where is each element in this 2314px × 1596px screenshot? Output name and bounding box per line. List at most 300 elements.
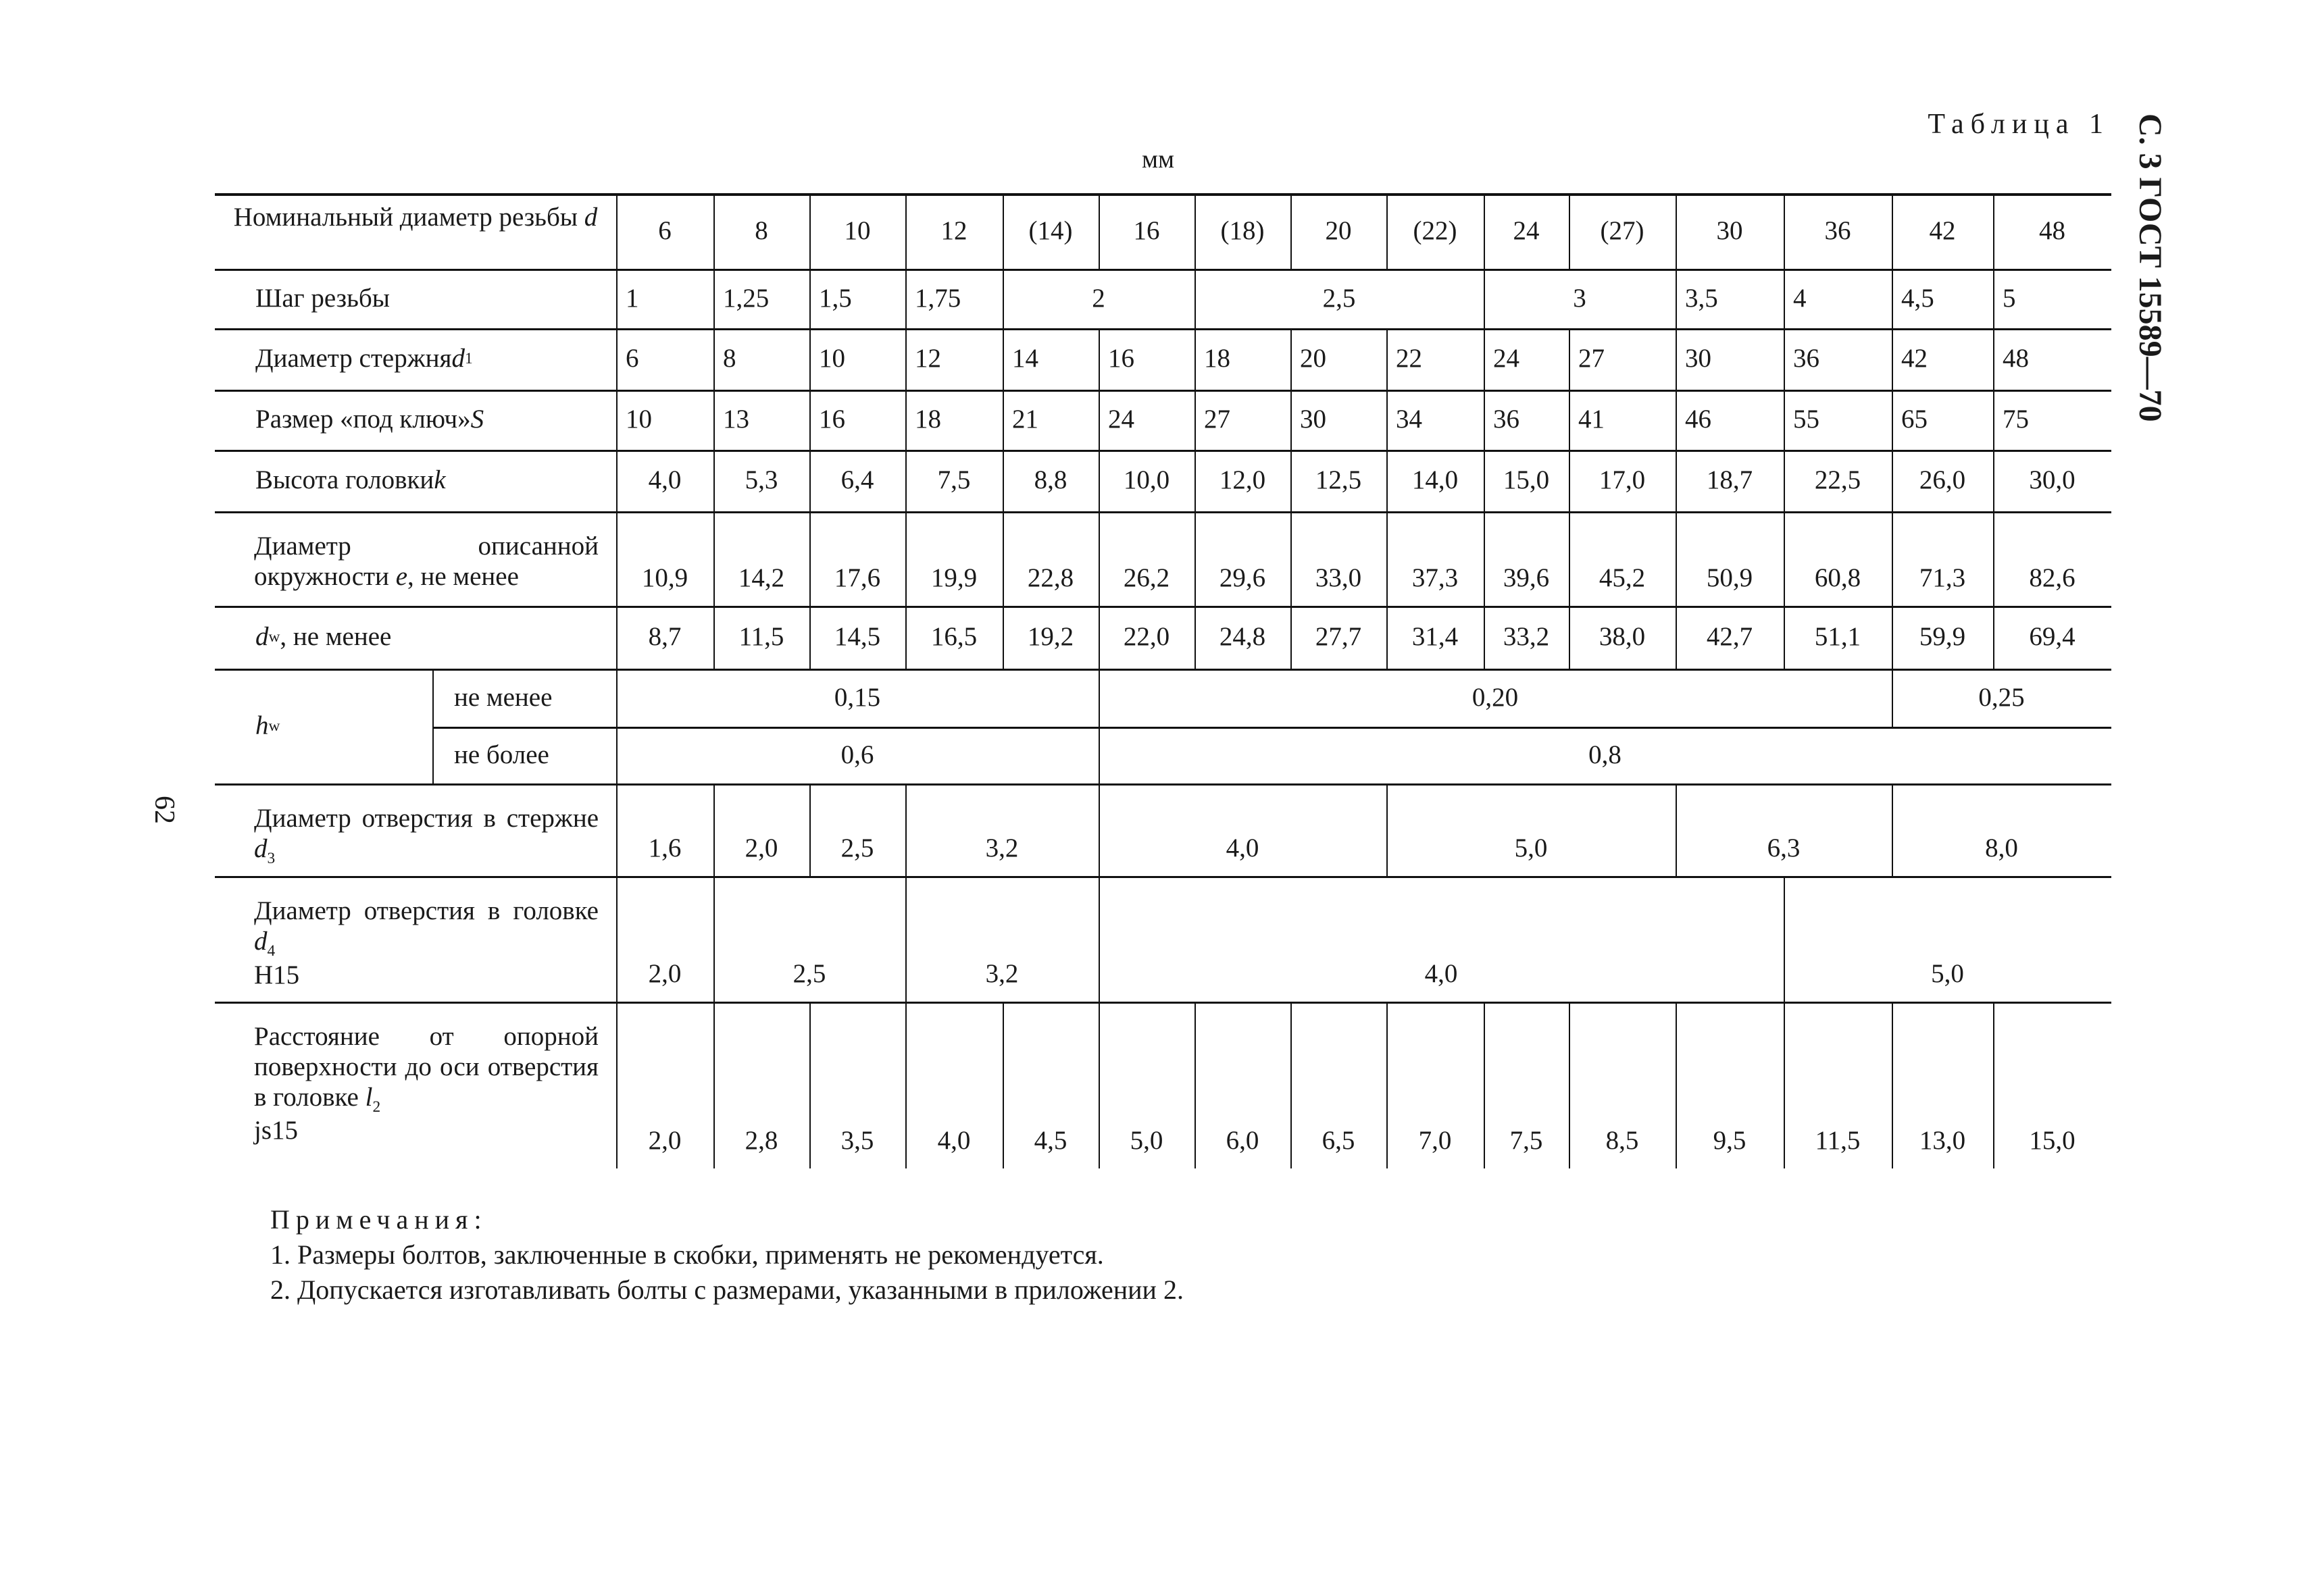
dw-cell xyxy=(1484,606,1569,669)
circumscribed-value: 17,6 xyxy=(834,563,881,593)
rod-hole-value: 8,0 xyxy=(1985,833,2018,863)
table-rule xyxy=(1290,193,1292,269)
table-rule xyxy=(1892,669,1893,727)
table-rule xyxy=(1892,269,1893,328)
diameter-cell xyxy=(1892,193,1993,269)
table-rule xyxy=(1290,328,1292,669)
circumscribed-value: 45,2 xyxy=(1599,563,1646,593)
table-rule xyxy=(1386,193,1388,269)
distance-value: 3,5 xyxy=(840,1126,874,1156)
dw-value: 19,2 xyxy=(1027,622,1074,652)
dw-cell xyxy=(809,606,905,669)
pitch-value: 1,5 xyxy=(819,283,852,313)
table-rule xyxy=(905,1002,907,1168)
distance-cell xyxy=(1993,1002,2111,1168)
diameter-value: 10 xyxy=(844,215,871,245)
head-hole-value: 2,0 xyxy=(648,959,682,989)
rod-hole-value: 2,5 xyxy=(840,833,874,863)
table-rule xyxy=(1003,193,1004,269)
diameter-value: 20 xyxy=(1325,215,1352,245)
wrench_size-value: 13 xyxy=(723,405,749,434)
table-rule xyxy=(1676,269,1677,328)
rod_diameter-value: 14 xyxy=(1012,344,1038,374)
distance-cell xyxy=(1386,1002,1484,1168)
dw-cell xyxy=(713,606,809,669)
distance-cell xyxy=(1892,1002,1993,1168)
hw-min-cell xyxy=(1892,669,2111,727)
dw-cell xyxy=(616,606,713,669)
row-label-head_height: Высота головки k xyxy=(255,465,446,495)
wrench_size-cell xyxy=(1993,390,2111,450)
distance-value: 9,5 xyxy=(1713,1126,1746,1156)
table-rule xyxy=(1784,328,1785,669)
dw-value: 33,2 xyxy=(1503,622,1550,652)
head-hole-cell xyxy=(905,876,1099,1002)
wrench_size-value: 75 xyxy=(2003,405,2029,434)
diameter-value: 36 xyxy=(1824,215,1851,245)
diameter-cell xyxy=(1003,193,1099,269)
distance-cell xyxy=(1784,1002,1892,1168)
table-rule xyxy=(432,669,434,783)
table-rule xyxy=(905,876,907,1002)
hw-min-value: 0,15 xyxy=(834,682,881,712)
wrench_size-cell xyxy=(1569,390,1676,450)
diameter-cell xyxy=(1569,193,1676,269)
rod-hole-cell xyxy=(1676,783,1892,876)
table-rule xyxy=(1194,269,1196,328)
hw-max-cell xyxy=(616,727,1099,783)
pitch-value: 2,5 xyxy=(1322,283,1356,313)
wrench_size-cell xyxy=(616,390,713,450)
head_height-cell xyxy=(616,450,713,511)
head_height-value: 6,4 xyxy=(840,465,874,495)
rod_diameter-value: 36 xyxy=(1793,344,1819,374)
diameter-value: 48 xyxy=(2039,215,2065,245)
diameter-value: 6 xyxy=(658,215,672,245)
notes-title: Примечания: xyxy=(270,1204,488,1235)
rod_diameter-cell xyxy=(1099,328,1194,390)
table-rule xyxy=(809,269,811,328)
pitch-value: 1 xyxy=(626,283,639,313)
circumscribed-value: 82,6 xyxy=(2029,563,2076,593)
table-rule xyxy=(1386,1002,1388,1168)
row-label-circumscribed: Диаметр описанной окружности e, не менее xyxy=(254,532,599,591)
dw-cell xyxy=(1194,606,1290,669)
diameter-cell xyxy=(1784,193,1892,269)
note-item: 2. Допускается изготавливать болты с размерами, указанными в приложении 2. xyxy=(270,1275,1184,1305)
head_height-cell xyxy=(1676,450,1784,511)
head_height-value: 30,0 xyxy=(2029,465,2076,495)
rod-hole-value: 2,0 xyxy=(745,833,778,863)
distance-value: 4,5 xyxy=(1034,1126,1067,1156)
hw-min-label: не менее xyxy=(454,682,553,712)
rod_diameter-cell xyxy=(905,328,1003,390)
diameter-cell xyxy=(1993,193,2111,269)
distance-cell xyxy=(1676,1002,1784,1168)
table-rule xyxy=(1569,193,1570,269)
distance-value: 2,0 xyxy=(648,1126,682,1156)
table-rule xyxy=(1676,193,1677,269)
rod_diameter-value: 24 xyxy=(1493,344,1519,374)
rod_diameter-value: 12 xyxy=(915,344,941,374)
rod_diameter-cell xyxy=(1194,328,1290,390)
table-rule xyxy=(1099,193,1100,269)
rod-hole-cell xyxy=(905,783,1099,876)
table-rule xyxy=(1484,1002,1485,1168)
head_height-value: 10,0 xyxy=(1123,465,1170,495)
rod_diameter-value: 48 xyxy=(2003,344,2029,374)
rod_diameter-cell xyxy=(809,328,905,390)
table-rule xyxy=(1099,669,1100,783)
hw-max-cell xyxy=(1099,727,2111,783)
row-label-rod_diameter: Диаметр стержня d 1 xyxy=(255,344,473,374)
circumscribed-value: 26,2 xyxy=(1123,563,1170,593)
table-rule xyxy=(1386,328,1388,669)
table-rule xyxy=(1784,269,1785,328)
distance-value: 15,0 xyxy=(2029,1126,2076,1156)
pitch-cell xyxy=(1484,269,1676,328)
table-rule xyxy=(905,783,907,876)
row-label-rod-hole: Диаметр отверстия в стержне $d_3$ xyxy=(254,804,599,867)
pitch-value: 2 xyxy=(1092,283,1105,313)
wrench_size-value: 21 xyxy=(1012,405,1038,434)
table-rule xyxy=(713,328,715,669)
dw-value: 31,4 xyxy=(1411,622,1459,652)
diameter-value: (27) xyxy=(1600,215,1644,245)
distance-cell xyxy=(1099,1002,1194,1168)
diameter-value: (18) xyxy=(1220,215,1265,245)
table-rule xyxy=(1099,328,1100,669)
diameter-cell xyxy=(616,193,713,269)
dw-value: 42,7 xyxy=(1706,622,1753,652)
head-hole-cell xyxy=(616,876,713,1002)
page-number: 62 xyxy=(149,796,180,824)
dw-cell xyxy=(1290,606,1386,669)
distance-cell xyxy=(905,1002,1003,1168)
dw-value: 11,5 xyxy=(738,622,784,652)
row-label-head-hole: Диаметр отверстия в головке $d_4$ H15 xyxy=(254,896,599,989)
rod-hole-value: 4,0 xyxy=(1226,833,1259,863)
diameter-value: 30 xyxy=(1716,215,1743,245)
distance-cell xyxy=(616,1002,713,1168)
distance-value: 5,0 xyxy=(1130,1126,1163,1156)
head_height-value: 5,3 xyxy=(745,465,778,495)
table-rule xyxy=(713,1002,715,1168)
header-label: Номинальный диаметр резьбы d xyxy=(233,203,598,232)
row-label-distance: Расстояние от опорной поверхности до оси отверстия в головке $l_2$ js15 xyxy=(254,1022,599,1145)
head_height-cell xyxy=(1892,450,1993,511)
head_height-cell xyxy=(905,450,1003,511)
table-rule xyxy=(1484,328,1485,669)
table-rule xyxy=(1569,328,1570,669)
circumscribed-cell xyxy=(1484,511,1569,606)
table-rule xyxy=(1003,1002,1004,1168)
diameter-cell xyxy=(1290,193,1386,269)
diameter-value: (14) xyxy=(1028,215,1073,245)
wrench_size-cell xyxy=(1003,390,1099,450)
table-rule xyxy=(905,328,907,669)
notes xyxy=(270,1202,1184,1308)
dw-value: 27,7 xyxy=(1315,622,1362,652)
circumscribed-cell xyxy=(905,511,1003,606)
wrench_size-value: 27 xyxy=(1204,405,1230,434)
table-rule xyxy=(1194,328,1196,669)
circumscribed-value: 10,9 xyxy=(641,563,688,593)
head-hole-value: 2,5 xyxy=(793,959,826,989)
dw-cell xyxy=(1784,606,1892,669)
row-label-wrench_size: Размер «под ключ» S xyxy=(255,405,484,434)
pitch-value: 5 xyxy=(2003,283,2016,313)
head_height-value: 22,5 xyxy=(1814,465,1861,495)
table-rule xyxy=(1993,1002,1994,1168)
head_height-value: 26,0 xyxy=(1919,465,1966,495)
head_height-value: 12,0 xyxy=(1219,465,1266,495)
pitch-cell xyxy=(616,269,713,328)
dimensions-table xyxy=(215,193,2111,1168)
pitch-cell xyxy=(1676,269,1784,328)
distance-value: 7,0 xyxy=(1418,1126,1452,1156)
diameter-cell xyxy=(1484,193,1569,269)
dw-value: 16,5 xyxy=(930,622,978,652)
pitch-cell xyxy=(1003,269,1194,328)
table-rule xyxy=(1676,1002,1677,1168)
circumscribed-cell xyxy=(616,511,713,606)
circumscribed-cell xyxy=(1194,511,1290,606)
diameter-cell xyxy=(1676,193,1784,269)
table-rule xyxy=(1892,1002,1893,1168)
rod_diameter-value: 6 xyxy=(626,344,639,374)
head_height-cell xyxy=(1784,450,1892,511)
wrench_size-value: 18 xyxy=(915,405,941,434)
circumscribed-cell xyxy=(1676,511,1784,606)
head_height-value: 8,8 xyxy=(1034,465,1067,495)
hw-max-value: 0,6 xyxy=(840,740,874,769)
circumscribed-value: 19,9 xyxy=(930,563,978,593)
pitch-cell xyxy=(905,269,1003,328)
circumscribed-value: 39,6 xyxy=(1503,563,1550,593)
wrench_size-value: 65 xyxy=(1901,405,1928,434)
wrench_size-value: 55 xyxy=(1793,405,1819,434)
head_height-cell xyxy=(1194,450,1290,511)
rod_diameter-value: 20 xyxy=(1300,344,1326,374)
wrench_size-value: 10 xyxy=(626,405,652,434)
table-rule xyxy=(1784,1002,1785,1168)
circumscribed-value: 29,6 xyxy=(1219,563,1266,593)
circumscribed-cell xyxy=(1892,511,1993,606)
distance-value: 2,8 xyxy=(745,1126,778,1156)
distance-value: 6,0 xyxy=(1226,1126,1259,1156)
table-rule xyxy=(809,783,811,876)
rod_diameter-cell xyxy=(713,328,809,390)
circumscribed-cell xyxy=(809,511,905,606)
hw-max-label: не более xyxy=(454,740,549,769)
head_height-value: 12,5 xyxy=(1315,465,1362,495)
wrench_size-cell xyxy=(713,390,809,450)
pitch-cell xyxy=(809,269,905,328)
wrench_size-cell xyxy=(1892,390,1993,450)
table-rule xyxy=(905,193,907,269)
head_height-cell xyxy=(1003,450,1099,511)
pitch-value: 1,75 xyxy=(915,283,961,313)
pitch-cell xyxy=(1784,269,1892,328)
circumscribed-cell xyxy=(713,511,809,606)
circumscribed-value: 50,9 xyxy=(1706,563,1753,593)
wrench_size-cell xyxy=(905,390,1003,450)
table-rule xyxy=(1569,1002,1570,1168)
circumscribed-value: 37,3 xyxy=(1411,563,1459,593)
hw-min-value: 0,25 xyxy=(1978,682,2025,712)
diameter-value: 12 xyxy=(940,215,967,245)
distance-cell xyxy=(1290,1002,1386,1168)
rod_diameter-cell xyxy=(1290,328,1386,390)
circumscribed-cell xyxy=(1290,511,1386,606)
dw-cell xyxy=(1003,606,1099,669)
dw-cell xyxy=(905,606,1003,669)
head_height-value: 17,0 xyxy=(1599,465,1646,495)
head-hole-value: 4,0 xyxy=(1424,959,1458,989)
head_height-cell xyxy=(1386,450,1484,511)
hw-min-cell xyxy=(1099,669,1892,727)
rod-hole-value: 1,6 xyxy=(648,833,682,863)
head_height-value: 18,7 xyxy=(1706,465,1753,495)
rod_diameter-value: 42 xyxy=(1901,344,1928,374)
rod_diameter-cell xyxy=(1003,328,1099,390)
table-rule xyxy=(1194,193,1196,269)
wrench_size-cell xyxy=(1386,390,1484,450)
rod_diameter-cell xyxy=(1386,328,1484,390)
row-label-pitch: Шаг резьбы xyxy=(255,283,390,313)
head_height-cell xyxy=(1484,450,1569,511)
table-rule xyxy=(1676,328,1677,669)
rod_diameter-value: 16 xyxy=(1108,344,1134,374)
circumscribed-cell xyxy=(1569,511,1676,606)
table-rule xyxy=(1784,193,1785,269)
distance-value: 11,5 xyxy=(1815,1126,1861,1156)
table-rule xyxy=(1892,193,1893,269)
rod-hole-value: 5,0 xyxy=(1514,833,1548,863)
wrench_size-value: 36 xyxy=(1493,405,1519,434)
circumscribed-cell xyxy=(1386,511,1484,606)
head_height-value: 14,0 xyxy=(1411,465,1459,495)
pitch-cell xyxy=(713,269,809,328)
rod_diameter-cell xyxy=(1484,328,1569,390)
table-rule xyxy=(1993,328,1994,669)
pitch-value: 4,5 xyxy=(1901,283,1934,313)
dw-cell xyxy=(1892,606,1993,669)
distance-cell xyxy=(1194,1002,1290,1168)
diameter-value: (22) xyxy=(1413,215,1457,245)
row-label-dw: d w , не менее xyxy=(255,622,392,652)
rod_diameter-value: 18 xyxy=(1204,344,1230,374)
head_height-cell xyxy=(713,450,809,511)
dw-value: 59,9 xyxy=(1919,622,1966,652)
dw-cell xyxy=(1993,606,2111,669)
head_height-cell xyxy=(1099,450,1194,511)
table-rule xyxy=(713,269,715,328)
table-rule xyxy=(713,193,715,269)
circumscribed-cell xyxy=(1993,511,2111,606)
table-rule xyxy=(905,269,907,328)
table-rule xyxy=(809,1002,811,1168)
diameter-cell xyxy=(1099,193,1194,269)
rod-hole-value: 6,3 xyxy=(1767,833,1801,863)
rod-hole-cell xyxy=(1892,783,2111,876)
circumscribed-cell xyxy=(1099,511,1194,606)
table-label: Таблица 1 xyxy=(1928,109,2110,140)
distance-value: 6,5 xyxy=(1322,1126,1355,1156)
pitch-value: 4 xyxy=(1793,283,1807,313)
table-rule xyxy=(1993,193,1994,269)
hw-max-value: 0,8 xyxy=(1588,740,1621,769)
units-label: мм xyxy=(1142,145,1175,174)
distance-cell xyxy=(1569,1002,1676,1168)
pitch-cell xyxy=(1194,269,1484,328)
wrench_size-value: 30 xyxy=(1300,405,1326,434)
table-rule xyxy=(809,193,811,269)
distance-cell xyxy=(809,1002,905,1168)
table-rule xyxy=(1099,1002,1100,1168)
standard-header: С. 3 ГОСТ 15589—70 xyxy=(2132,113,2168,422)
head_height-value: 7,5 xyxy=(937,465,971,495)
dw-cell xyxy=(1569,606,1676,669)
dw-value: 69,4 xyxy=(2029,622,2076,652)
rod_diameter-cell xyxy=(1993,328,2111,390)
table-rule xyxy=(1484,269,1485,328)
diameter-value: 8 xyxy=(755,215,768,245)
head-hole-value: 3,2 xyxy=(985,959,1019,989)
table-rule xyxy=(1484,193,1485,269)
note-item: 1. Размеры болтов, заключенные в скобки, применять не рекомендуется. xyxy=(270,1239,1104,1270)
head_height-cell xyxy=(809,450,905,511)
circumscribed-cell xyxy=(1003,511,1099,606)
table-rule xyxy=(1676,783,1677,876)
diameter-cell xyxy=(1386,193,1484,269)
head_height-cell xyxy=(1993,450,2111,511)
pitch-cell xyxy=(1892,269,1993,328)
wrench_size-value: 16 xyxy=(819,405,845,434)
circumscribed-value: 33,0 xyxy=(1315,563,1362,593)
circumscribed-value: 60,8 xyxy=(1814,563,1861,593)
rod-hole-cell xyxy=(1386,783,1676,876)
wrench_size-value: 24 xyxy=(1108,405,1134,434)
pitch-value: 1,25 xyxy=(723,283,770,313)
distance-cell xyxy=(1003,1002,1099,1168)
row-label-hw: h w xyxy=(255,711,280,740)
diameter-cell xyxy=(905,193,1003,269)
rod_diameter-value: 30 xyxy=(1685,344,1711,374)
dw-value: 51,1 xyxy=(1814,622,1861,652)
rod_diameter-cell xyxy=(1892,328,1993,390)
circumscribed-cell xyxy=(1784,511,1892,606)
rod-hole-cell xyxy=(809,783,905,876)
pitch-value: 3,5 xyxy=(1685,283,1718,313)
table-rule xyxy=(616,193,618,1168)
table-rule xyxy=(1784,876,1785,1002)
diameter-value: 24 xyxy=(1513,215,1540,245)
pitch-value: 3 xyxy=(1573,283,1586,313)
table-rule xyxy=(1290,1002,1292,1168)
table-rule xyxy=(713,876,715,1002)
wrench_size-cell xyxy=(1676,390,1784,450)
rod_diameter-value: 10 xyxy=(819,344,845,374)
head-hole-cell xyxy=(713,876,905,1002)
head_height-value: 15,0 xyxy=(1503,465,1550,495)
distance-cell xyxy=(1484,1002,1569,1168)
table-rule xyxy=(1892,328,1893,669)
distance-value: 4,0 xyxy=(937,1126,971,1156)
table-rule xyxy=(1003,328,1004,669)
hw-min-cell xyxy=(616,669,1099,727)
